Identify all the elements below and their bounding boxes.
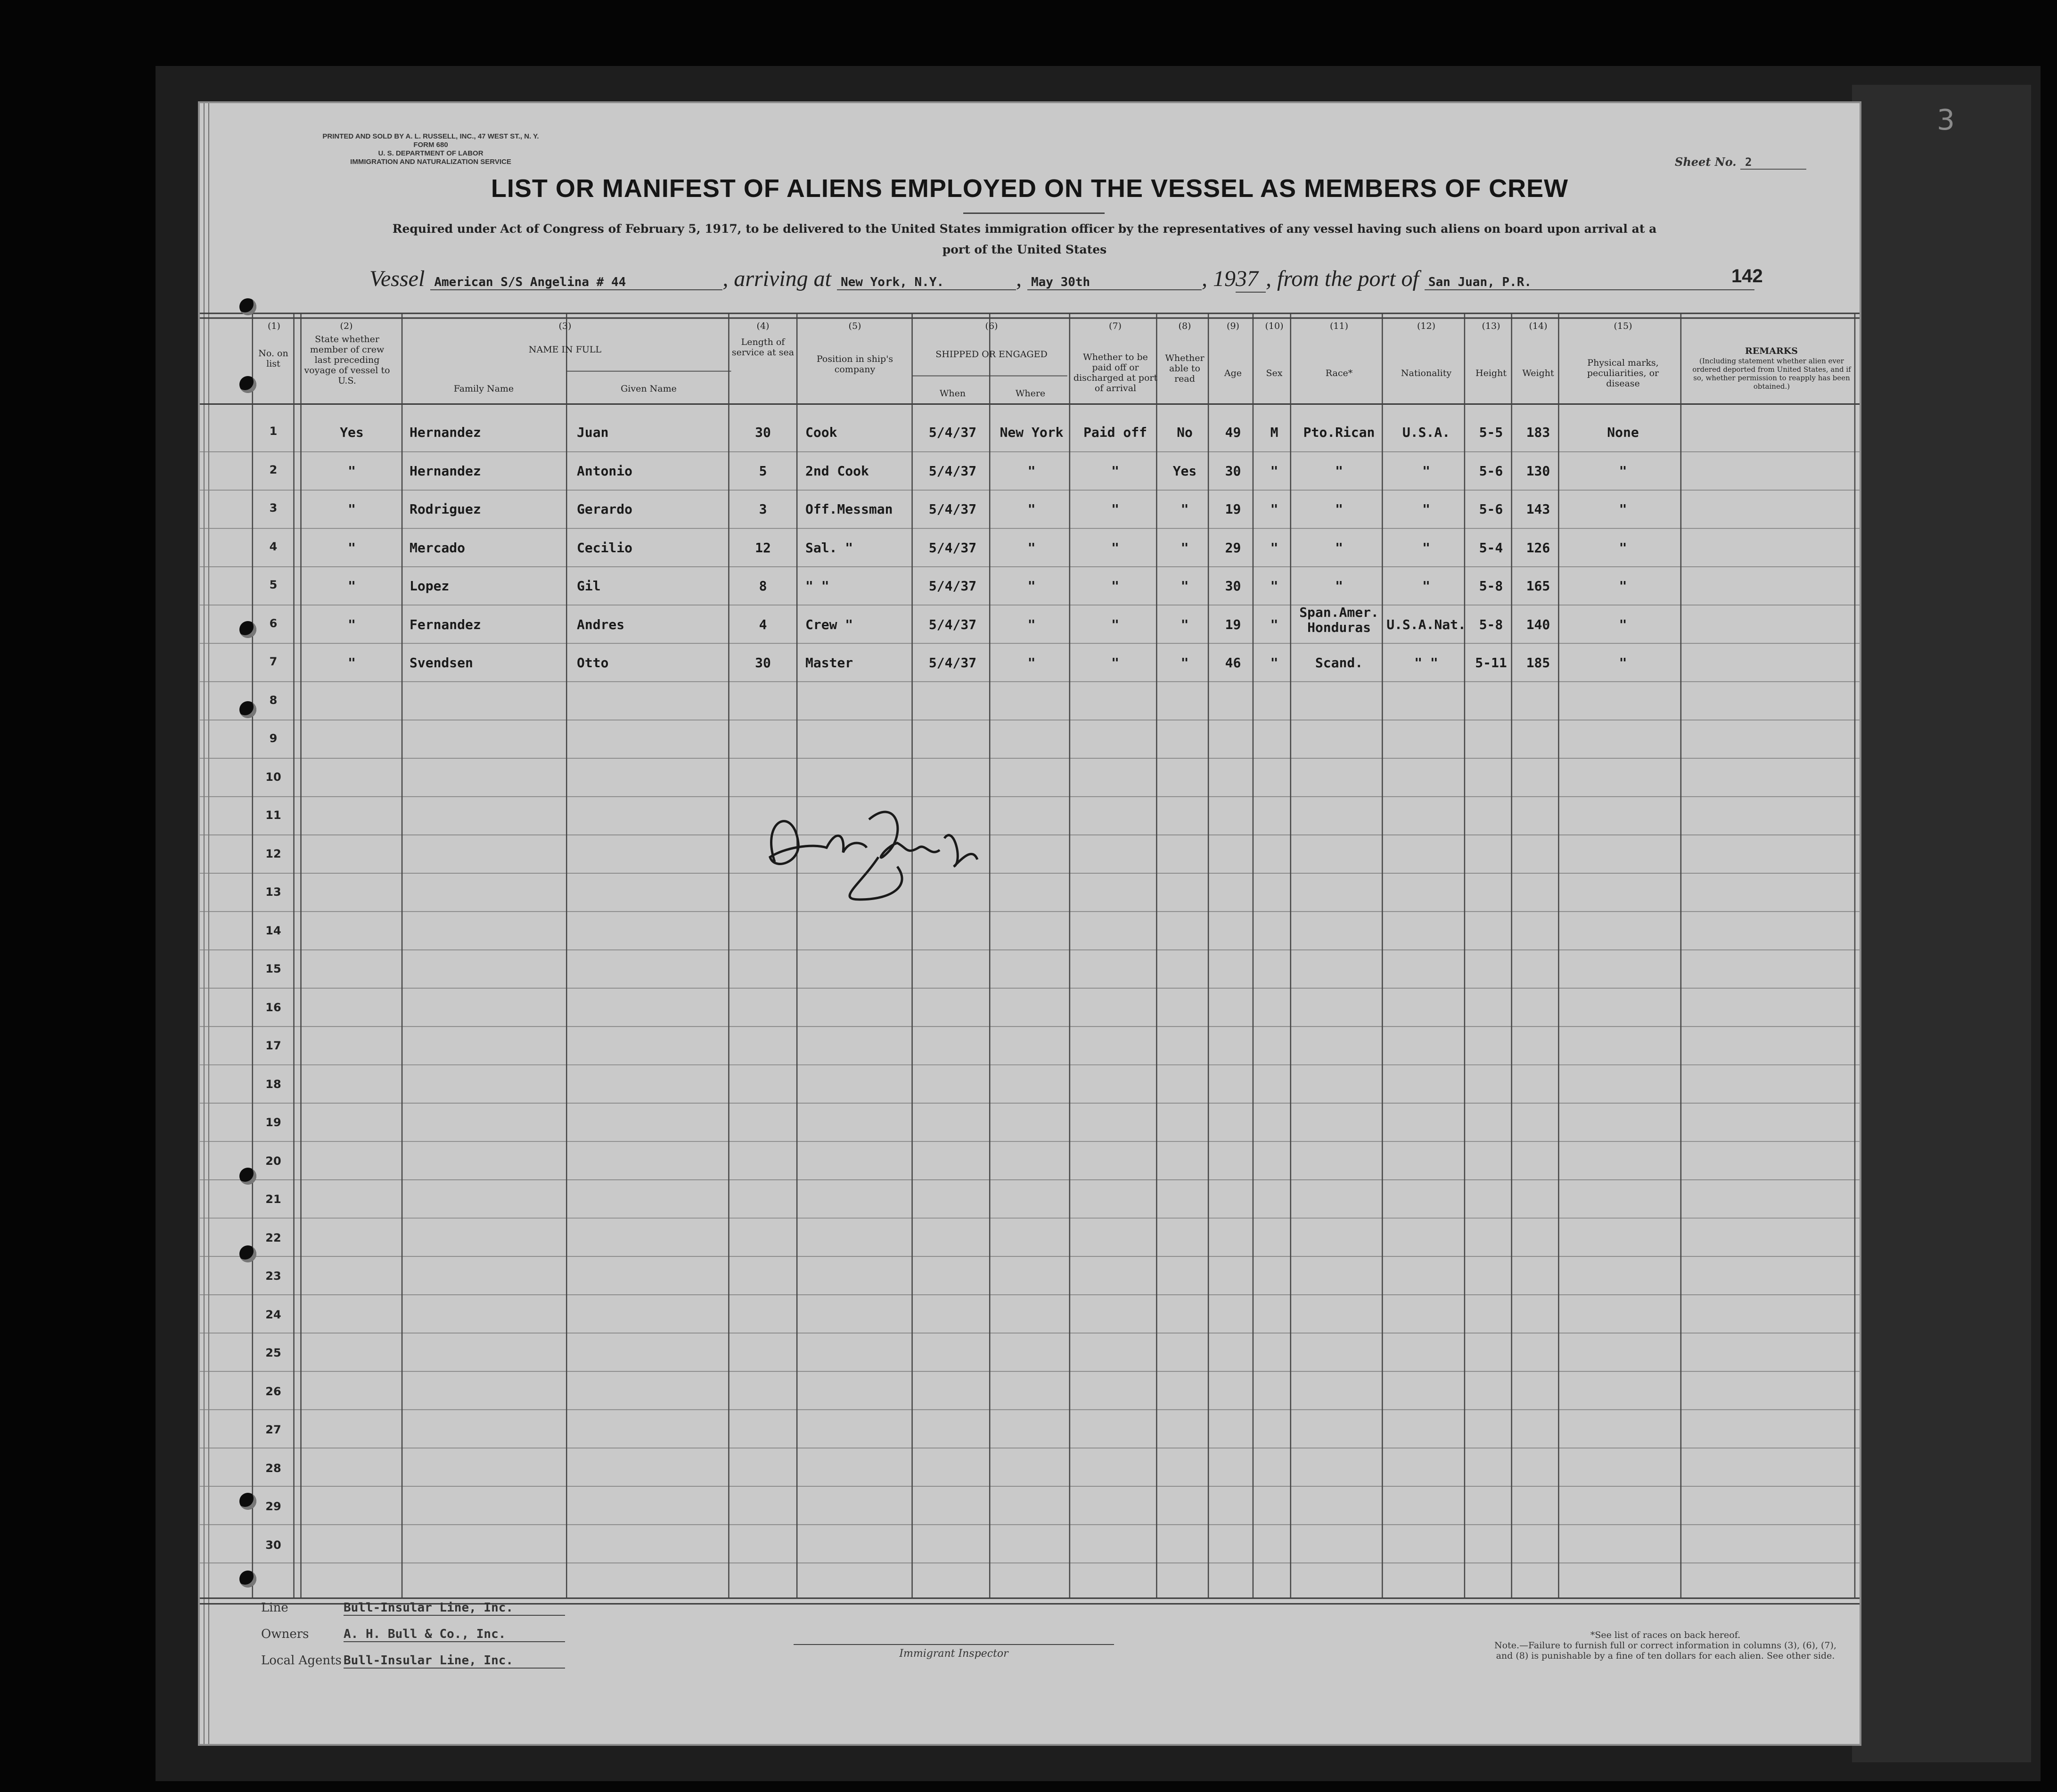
previous-voyage-cell: " xyxy=(348,501,356,517)
nationality-cell: " xyxy=(1422,501,1430,517)
col-height: Height xyxy=(1475,368,1507,378)
given-name-cell: Juan xyxy=(577,425,609,440)
service-length-cell: 12 xyxy=(755,540,771,556)
form-number: FORM 680 xyxy=(413,141,448,149)
punch-hole xyxy=(239,1571,256,1587)
physical-marks-cell: " xyxy=(1619,540,1627,556)
height-cell: 5-8 xyxy=(1479,616,1503,632)
shipped-when-cell: 5/4/37 xyxy=(928,578,977,594)
row-number: 14 xyxy=(265,924,281,937)
paid-off-cell: " xyxy=(1111,540,1119,556)
given-name-cell: Gerardo xyxy=(577,501,633,517)
position-cell: Sal. " xyxy=(805,540,853,556)
row-number: 21 xyxy=(265,1193,281,1206)
vessel-name: American S/S Angelina # 44 xyxy=(430,275,722,290)
physical-marks-cell: " xyxy=(1619,655,1627,671)
row-number: 19 xyxy=(265,1116,281,1129)
owners-label: Owners xyxy=(261,1627,309,1641)
arrival-port: New York, N.Y. xyxy=(837,275,1016,290)
position-cell: " " xyxy=(805,578,829,594)
service-length-cell: 30 xyxy=(755,425,771,440)
line-value: Bull-Insular Line, Inc. xyxy=(344,1601,565,1616)
col-when: When xyxy=(939,388,966,399)
arriving-label: , arriving at xyxy=(722,266,831,291)
footer-agents xyxy=(261,1595,565,1674)
able-to-read-cell: " xyxy=(1180,616,1189,632)
stamp-number: 142 xyxy=(1731,266,1763,286)
shipped-where-cell: New York xyxy=(1000,425,1064,440)
col-shipped-engaged: SHIPPED OR ENGAGED xyxy=(935,349,1048,360)
col-where: Where xyxy=(1015,388,1046,399)
nationality-cell: U.S.A.Nat. xyxy=(1386,616,1466,632)
height-cell: 5-6 xyxy=(1479,501,1503,517)
printer-line: PRINTED AND SOLD BY A. L. RUSSELL, INC., 47 WEST ST., N. Y. xyxy=(322,132,539,140)
shipped-where-cell: " xyxy=(1027,616,1036,632)
row-number: 4 xyxy=(269,540,278,553)
row-number: 12 xyxy=(265,847,281,860)
row-number: 18 xyxy=(265,1077,281,1091)
punch-hole xyxy=(239,701,256,718)
page-number: 3 xyxy=(1937,104,1955,137)
handwritten-signature xyxy=(756,791,982,904)
row-number: 17 xyxy=(265,1039,281,1052)
height-cell: 5-4 xyxy=(1479,540,1503,556)
col-4-number: (4) xyxy=(756,321,770,331)
weight-cell: 183 xyxy=(1526,425,1550,440)
given-name-cell: Andres xyxy=(577,616,625,632)
footer-note xyxy=(1449,1630,1882,1661)
shipped-where-cell: " xyxy=(1027,655,1036,671)
row-number: 20 xyxy=(265,1154,281,1168)
col-2-number: (2) xyxy=(340,321,353,331)
note-line: *See list of races on back hereof. xyxy=(1590,1630,1741,1640)
col-11-number: (11) xyxy=(1329,321,1348,331)
position-cell: Crew " xyxy=(805,616,853,632)
punch-hole xyxy=(239,1493,256,1510)
family-name-cell: Svendsen xyxy=(410,655,473,671)
sex-cell: " xyxy=(1270,578,1278,594)
race-cell: " xyxy=(1335,578,1343,594)
able-to-read-cell: " xyxy=(1180,540,1189,556)
sheet-no-label: Sheet No. xyxy=(1675,155,1737,169)
weight-cell: 143 xyxy=(1526,501,1550,517)
col-able-to-read: Whether able to read xyxy=(1165,353,1205,384)
col-14-number: (14) xyxy=(1529,321,1548,331)
family-name-cell: Hernandez xyxy=(410,463,481,479)
paid-off-cell: " xyxy=(1111,655,1119,671)
family-name-cell: Mercado xyxy=(410,540,466,556)
given-name-cell: Cecilio xyxy=(577,540,633,556)
age-cell: 46 xyxy=(1225,655,1241,671)
sex-cell: " xyxy=(1270,501,1278,517)
shipped-when-cell: 5/4/37 xyxy=(928,425,977,440)
paid-off-cell: " xyxy=(1111,501,1119,517)
nationality-cell: " " xyxy=(1414,655,1438,671)
col-position: Position in ship's company xyxy=(816,354,893,375)
weight-cell: 165 xyxy=(1526,578,1550,594)
row-number: 13 xyxy=(265,885,281,899)
immigrant-inspector-line: Immigrant Inspector xyxy=(794,1644,1114,1660)
col-nationality: Nationality xyxy=(1401,368,1452,378)
manifest-sheet xyxy=(198,101,1861,1746)
footer-agents-row xyxy=(261,1647,565,1674)
col-remarks-note: (Including statement whether alien ever ordered deported from United States, and if so, whether permission to reapply has been obtained.) xyxy=(1692,357,1851,391)
previous-voyage-cell: " xyxy=(348,578,356,594)
punch-hole xyxy=(239,1168,256,1185)
punch-hole xyxy=(239,621,256,638)
sex-cell: " xyxy=(1270,540,1278,556)
row-number: 24 xyxy=(265,1308,281,1321)
weight-cell: 130 xyxy=(1526,463,1550,479)
physical-marks-cell: " xyxy=(1619,463,1627,479)
service-name: IMMIGRATION AND NATURALIZATION SERVICE xyxy=(350,158,511,166)
year-prefix: , 19 xyxy=(1201,266,1236,291)
subtitle-line: port of the United States xyxy=(942,243,1107,256)
shipped-when-cell: 5/4/37 xyxy=(928,616,977,632)
row-number: 16 xyxy=(265,1000,281,1014)
punch-hole xyxy=(239,376,256,393)
height-cell: 5-8 xyxy=(1479,578,1503,594)
col-8-number: (8) xyxy=(1178,321,1191,331)
shipped-when-cell: 5/4/37 xyxy=(928,540,977,556)
col-3-number: (3) xyxy=(558,321,572,331)
row-number: 15 xyxy=(265,962,281,975)
col-12-number: (12) xyxy=(1417,321,1435,331)
col-5-number: (5) xyxy=(848,321,861,331)
race-cell-line2: Honduras xyxy=(1307,619,1371,635)
row-number: 22 xyxy=(265,1231,281,1244)
paid-off-cell: " xyxy=(1111,463,1119,479)
col-physical-marks: Physical marks, peculiarities, or disease xyxy=(1587,358,1659,389)
given-name-cell: Antonio xyxy=(577,463,633,479)
paid-off-cell: " xyxy=(1111,578,1119,594)
arrival-date: May 30th xyxy=(1027,275,1202,290)
physical-marks-cell: " xyxy=(1619,616,1627,632)
position-cell: Off.Messman xyxy=(805,501,893,517)
agents-value: Bull-Insular Line, Inc. xyxy=(344,1653,565,1669)
able-to-read-cell: " xyxy=(1180,501,1189,517)
sex-cell: " xyxy=(1270,655,1278,671)
col-1-number: (1) xyxy=(268,321,280,331)
row-number: 3 xyxy=(269,501,278,515)
able-to-read-cell: " xyxy=(1180,578,1189,594)
physical-marks-cell: " xyxy=(1619,578,1627,594)
subtitle-line: Required under Act of Congress of February 5, 1917, to be delivered to the United States immigration officer by the representatives of any vessel having such aliens on board upon arrival at a xyxy=(392,222,1657,236)
physical-marks-cell: None xyxy=(1607,425,1639,440)
family-name-cell: Hernandez xyxy=(410,425,481,440)
row-number: 23 xyxy=(265,1269,281,1283)
able-to-read-cell: " xyxy=(1180,655,1189,671)
row-number: 30 xyxy=(265,1538,281,1552)
shipped-where-cell: " xyxy=(1027,578,1036,594)
nationality-cell: U.S.A. xyxy=(1402,425,1451,440)
col-given-name: Given Name xyxy=(621,384,677,394)
weight-cell: 140 xyxy=(1526,616,1550,632)
age-cell: 49 xyxy=(1225,425,1241,440)
col-sex: Sex xyxy=(1266,368,1283,378)
family-name-cell: Lopez xyxy=(410,578,450,594)
service-length-cell: 3 xyxy=(759,501,767,517)
note-line: Note.—Failure to furnish full or correct information in columns (3), (6), (7), xyxy=(1494,1640,1836,1651)
row-number: 5 xyxy=(269,578,278,591)
col-previous-voyage: State whether member of crew last preceding voyage of vessel to U.S. xyxy=(304,334,390,386)
shipped-when-cell: 5/4/37 xyxy=(928,501,977,517)
height-cell: 5-5 xyxy=(1479,425,1503,440)
service-length-cell: 5 xyxy=(759,463,767,479)
race-cell: " xyxy=(1335,540,1343,556)
nationality-cell: " xyxy=(1422,578,1430,594)
race-cell: " xyxy=(1335,463,1343,479)
line-label: Line xyxy=(261,1601,288,1615)
service-length-cell: 30 xyxy=(755,655,771,671)
row-number: 26 xyxy=(265,1384,281,1398)
col-paid-off: Whether to be paid off or discharged at port of arrival xyxy=(1073,352,1158,393)
race-cell: Scand. xyxy=(1315,655,1363,671)
col-9-number: (9) xyxy=(1227,321,1239,331)
race-cell: Pto.Rican xyxy=(1303,425,1375,440)
position-cell: 2nd Cook xyxy=(805,463,869,479)
previous-voyage-cell: " xyxy=(348,540,356,556)
family-name-cell: Fernandez xyxy=(410,616,481,632)
age-cell: 30 xyxy=(1225,578,1241,594)
given-name-cell: Gil xyxy=(577,578,601,594)
vessel-details: Vessel American S/S Angelina # 44 , arriving at New York, N.Y. , May 30th , 1937 , from the port of San Juan, P.R. xyxy=(369,266,1708,293)
department-name: U. S. DEPARTMENT OF LABOR xyxy=(378,149,484,157)
col-13-number: (13) xyxy=(1482,321,1500,331)
height-cell: 5-6 xyxy=(1479,463,1503,479)
given-name-cell: Otto xyxy=(577,655,609,671)
service-length-cell: 8 xyxy=(759,578,767,594)
row-number: 27 xyxy=(265,1423,281,1436)
previous-voyage-cell: Yes xyxy=(340,425,364,440)
col-15-number: (15) xyxy=(1614,321,1632,331)
punch-hole xyxy=(239,1245,256,1262)
arrival-year: 37 xyxy=(1236,266,1266,293)
row-number: 11 xyxy=(265,809,281,822)
note-line: and (8) is punishable by a fine of ten dollars for each alien. See other side. xyxy=(1496,1651,1835,1661)
weight-cell: 185 xyxy=(1526,655,1550,671)
race-cell: " xyxy=(1335,501,1343,517)
agents-label: Local Agents xyxy=(261,1653,342,1668)
sheet-no-value: 2 xyxy=(1740,155,1806,170)
shipped-where-cell: " xyxy=(1027,463,1036,479)
row-number: 8 xyxy=(269,693,278,707)
row-number: 29 xyxy=(265,1500,281,1513)
height-cell: 5-11 xyxy=(1475,655,1507,671)
physical-marks-cell: " xyxy=(1619,501,1627,517)
row-number: 28 xyxy=(265,1461,281,1475)
previous-voyage-cell: " xyxy=(348,655,356,671)
paid-off-cell: " xyxy=(1111,616,1119,632)
row-number: 1 xyxy=(269,425,278,438)
row-number: 2 xyxy=(269,463,278,476)
vessel-label: Vessel xyxy=(369,266,425,291)
adjacent-page-edge xyxy=(1852,85,2031,1762)
paid-off-cell: Paid off xyxy=(1083,425,1147,440)
weight-cell: 126 xyxy=(1526,540,1550,556)
shipped-when-cell: 5/4/37 xyxy=(928,463,977,479)
col-6-number: (6) xyxy=(985,321,998,331)
col-name-in-full: NAME IN FULL xyxy=(528,344,602,355)
punch-hole xyxy=(239,298,256,315)
footer-line-row xyxy=(261,1595,565,1621)
age-cell: 19 xyxy=(1225,616,1241,632)
from-label: , from the port of xyxy=(1265,266,1419,291)
col-no-on-list: No. on list xyxy=(258,348,288,369)
service-length-cell: 4 xyxy=(759,616,767,632)
shipped-when-cell: 5/4/37 xyxy=(928,655,977,671)
row-number: 10 xyxy=(265,770,281,784)
col-weight: Weight xyxy=(1522,368,1554,378)
family-name-cell: Rodriguez xyxy=(410,501,481,517)
document-title: LIST OR MANIFEST OF ALIENS EMPLOYED ON THE VESSEL AS MEMBERS OF CREW xyxy=(491,174,1569,203)
row-number: 6 xyxy=(269,616,278,630)
nationality-cell: " xyxy=(1422,463,1430,479)
position-cell: Cook xyxy=(805,425,837,440)
able-to-read-cell: No xyxy=(1177,425,1193,440)
shipped-where-cell: " xyxy=(1027,501,1036,517)
row-number: 9 xyxy=(269,732,278,745)
previous-voyage-cell: " xyxy=(348,463,356,479)
nationality-cell: " xyxy=(1422,540,1430,556)
col-family-name: Family Name xyxy=(453,384,514,394)
previous-voyage-cell: " xyxy=(348,616,356,632)
departure-port: San Juan, P.R. xyxy=(1425,275,1754,290)
col-age: Age xyxy=(1224,368,1242,378)
col-7-number: (7) xyxy=(1109,321,1122,331)
owners-value: A. H. Bull & Co., Inc. xyxy=(344,1627,565,1642)
race-cell: Span.Amer. xyxy=(1299,604,1379,620)
footer-owners-row xyxy=(261,1621,565,1647)
age-cell: 29 xyxy=(1225,540,1241,556)
age-cell: 30 xyxy=(1225,463,1241,479)
row-number: 25 xyxy=(265,1346,281,1359)
sex-cell: M xyxy=(1270,425,1278,440)
col-10-number: (10) xyxy=(1265,321,1284,331)
sex-cell: " xyxy=(1270,463,1278,479)
able-to-read-cell: Yes xyxy=(1172,463,1197,479)
row-number: 7 xyxy=(269,655,278,668)
position-cell: Master xyxy=(805,655,853,671)
shipped-where-cell: " xyxy=(1027,540,1036,556)
age-cell: 19 xyxy=(1225,501,1241,517)
col-remarks: REMARKS xyxy=(1745,346,1798,356)
sex-cell: " xyxy=(1270,616,1278,632)
col-race: Race* xyxy=(1325,368,1353,378)
col-length-of-service: Length of service at sea xyxy=(731,337,795,358)
